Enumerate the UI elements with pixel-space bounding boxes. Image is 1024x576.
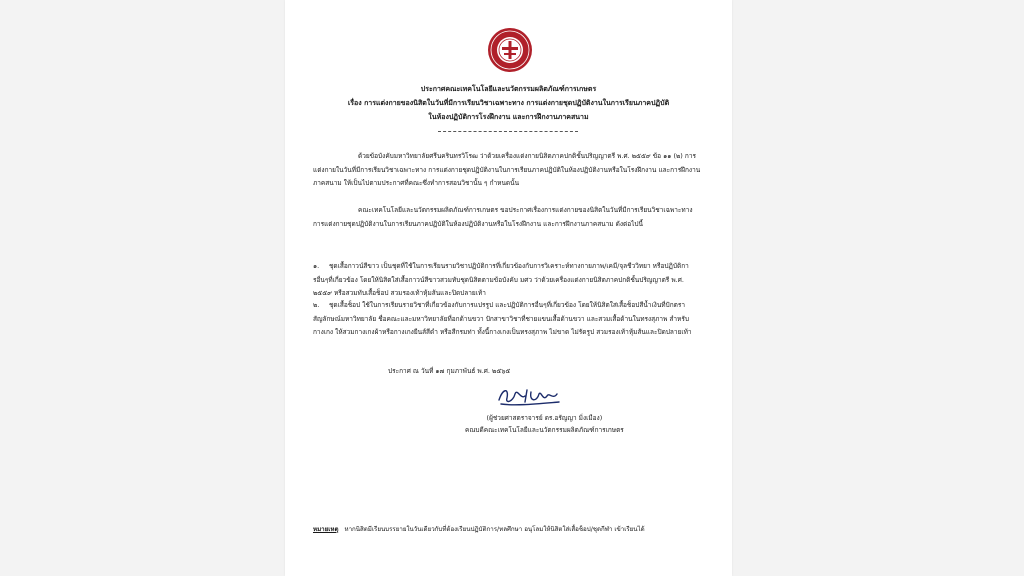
- list-item-number: ๑.: [313, 262, 320, 270]
- announcement-issuer: ประกาศคณะเทคโนโลยีและนวัตกรรมผลิตภัณฑ์การเกษตร: [420, 85, 597, 93]
- announcement-date: ประกาศ ณ วันที่ ๑๗ กุมภาพันธ์ พ.ศ. ๒๕๖๕: [388, 367, 511, 375]
- paragraph-regulation: ด้วยข้อบังคับมหาวิทยาลัยศรีนครินทรวิโรฒ ว่าด้วยเครื่องแต่งกายนิสิตภาคปกติชั้นปริญญาตรี พ.ศ. ๒๕๕๙ ข้อ ๑๑ (๒) การแต่งกายในวันที่มีการเรียนวิชาเฉพาะทาง การแต่งกายชุดปฏิบัติงานในการเรียนภาคปฏิบัติในห้องปฏิบัติงานหรือในโรงฝึกงาน และการฝึกงานภาคสนาม ให้เป็นไปตามประกาศที่คณะซึ่งทำการสอนวิชานั้น ๆ กำหนดนั้น: [313, 152, 701, 187]
- list-item-text: ชุดเสื้อช็อป ใช้ในการเรียนรายวิชาที่เกี่ยวข้องกับการแปรรูป และปฏิบัติการอื่นๆที่เกี่ยวข้อง โดยให้นิสิตใส่เสื้อช็อปสีน้ำเงินที่ปักตราสัญลักษณ์มหาวิทยาลัย ชื่อคณะและมหาวิทยาลัยที่อกด้านขวา ปักสาขาวิชาที่ชายแขนเสื้อด้านขวา และสวมเสื้อด้านในทรงสุภาพ สำหรับกางเกง ให้สวมกางเกงผ้าหรือกางเกงยีนส์สีดำ หรือสีกรมท่า ทั้งนี้กางเกงเป็นทรงสุภาพ ไม่ขาด ไม่รัดรูป สวมรองเท้าหุ้มส้นและปิดปลายเท้า: [313, 301, 692, 336]
- paragraph-announcement: คณะเทคโนโลยีและนวัตกรรมผลิตภัณฑ์การเกษตร ขอประกาศเรื่องการแต่งกายของนิสิตในวันที่มีการเรียนวิชาเฉพาะทาง การแต่งกายชุดปฏิบัติงานในการเรียนภาคปฏิบัติในห้องปฏิบัติงานหรือในโรงฝึกงาน และการฝึกงานภาคสนาม ดังต่อไปนี้: [313, 206, 693, 228]
- signer-name: (ผู้ช่วยศาสตราจารย์ ดร.อรัญญา มิ่งเมือง): [486, 414, 603, 422]
- list-item-number: ๒.: [313, 301, 320, 309]
- note-text: หากนิสิตมีเรียนบรรยายในวันเดียวกับที่ต้องเรียนปฏิบัติการ/ทลศึกษา อนุโลมให้นิสิตใส่เสื้อช็อป/ชุดกีฬา เข้าเรียนได้: [344, 526, 645, 533]
- announcement-subject: เรื่อง การแต่งกายของนิสิตในวันที่มีการเรียนวิชาเฉพาะทาง การแต่งกายชุดปฏิบัติงานในการเรียนภาคปฏิบัติ: [347, 99, 670, 107]
- note-label: หมายเหตุ: [313, 526, 339, 533]
- university-seal-logo: [487, 27, 533, 73]
- list-item-text: ชุดเสื้อกาวน์สีขาว เป็นชุดที่ใช้ในการเรียนรายวิชาปฏิบัติการที่เกี่ยวข้องกับการวิเคราะห์ทางกายภาพ/เคมี/จุลชีววิทยา หรือปฏิบัติการอื่นๆที่เกี่ยวข้อง โดยให้นิสิตใส่เสื้อกาวน์สีขาวสวมทับชุดนิสิตตามข้อบังคับ มศว ว่าด้วยเครื่องแต่งกายนิสิตภาคปกติชั้นปริญญาตรี พ.ศ. ๒๕๕๙ หรือสวมทับเสื้อช็อป สวมรองเท้าหุ้มส้นและปิดปลายเท้า: [313, 262, 689, 297]
- signer-position: คณบดีคณะเทคโนโลยีและนวัตกรรมผลิตภัณฑ์การเกษตร: [465, 426, 624, 434]
- announcement-subject-continued: ในห้องปฏิบัติการโรงฝึกงาน และการฝึกงานภาคสนาม: [428, 113, 589, 121]
- title-divider: [438, 131, 578, 132]
- handwritten-signature: [495, 382, 565, 408]
- document-page: [285, 0, 732, 576]
- list-item: [313, 299, 703, 340]
- signer-block: [465, 412, 624, 436]
- list-item: [313, 260, 703, 301]
- footnote: [313, 524, 645, 536]
